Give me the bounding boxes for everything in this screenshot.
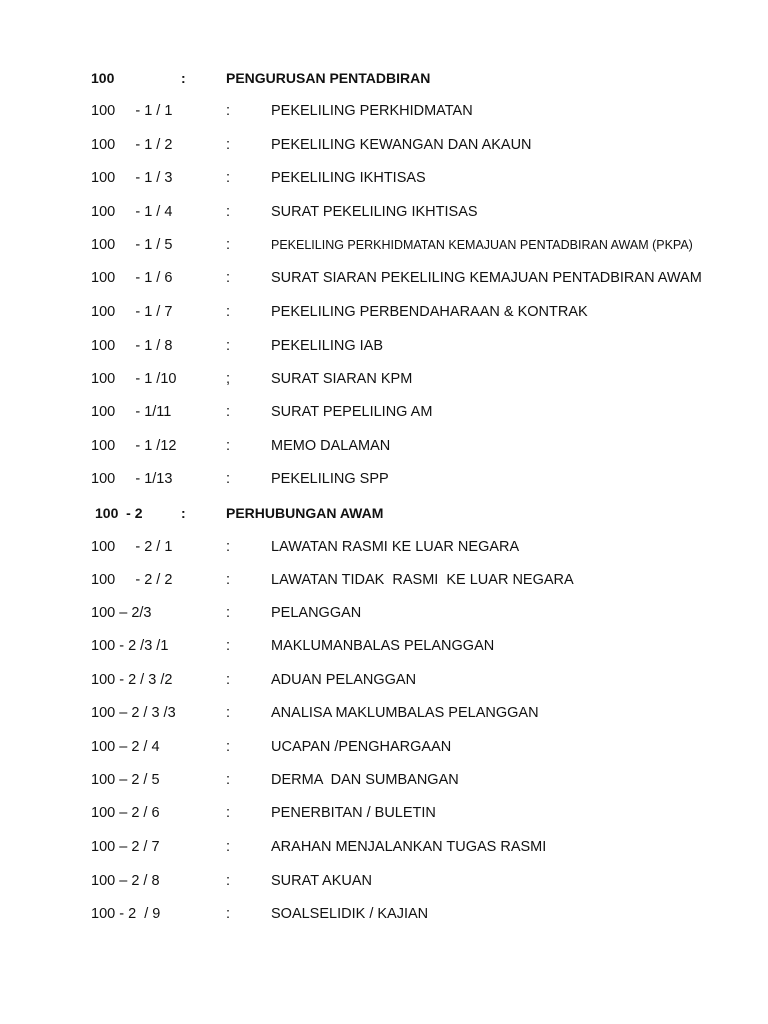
file-title: PELANGGAN bbox=[271, 605, 362, 621]
file-code: 100 – 2 / 4 bbox=[91, 739, 160, 755]
separator: : bbox=[226, 404, 231, 420]
separator: : bbox=[226, 739, 231, 755]
section-title: PENGURUSAN PENTADBIRAN bbox=[226, 70, 431, 86]
separator: : bbox=[226, 103, 231, 119]
file-code: 100 - 1 /12 bbox=[91, 438, 177, 454]
file-title: SURAT SIARAN KPM bbox=[271, 371, 413, 387]
file-title: SURAT PEPELILING AM bbox=[271, 404, 433, 420]
list-item bbox=[0, 837, 768, 857]
list-item bbox=[0, 770, 768, 790]
list-item bbox=[0, 670, 768, 690]
file-title: ADUAN PELANGGAN bbox=[271, 672, 417, 688]
file-title: SURAT PEKELILING IKHTISAS bbox=[271, 204, 478, 220]
list-item bbox=[0, 537, 768, 557]
file-code: 100 - 1 / 5 bbox=[91, 237, 173, 253]
separator: : bbox=[181, 505, 186, 521]
list-item bbox=[0, 135, 768, 155]
list-item bbox=[0, 636, 768, 656]
list-item bbox=[0, 302, 768, 322]
separator: : bbox=[226, 338, 231, 354]
list-item bbox=[0, 737, 768, 757]
separator: : bbox=[226, 805, 231, 821]
separator: : bbox=[226, 873, 231, 889]
file-code: 100 – 2 / 3 /3 bbox=[91, 705, 176, 721]
file-title: PEKELILING IKHTISAS bbox=[271, 170, 426, 186]
list-item bbox=[0, 101, 768, 121]
separator: : bbox=[226, 438, 231, 454]
file-title: SURAT AKUAN bbox=[271, 873, 372, 889]
list-item bbox=[0, 904, 768, 924]
file-code: 100 - 2 / 3 /2 bbox=[91, 672, 173, 688]
list-item bbox=[0, 803, 768, 823]
list-item bbox=[0, 871, 768, 891]
separator: : bbox=[226, 772, 231, 788]
file-code: 100 - 1 / 2 bbox=[91, 137, 173, 153]
list-item bbox=[0, 235, 768, 255]
file-code: 100 – 2 / 8 bbox=[91, 873, 160, 889]
file-title: PEKELILING SPP bbox=[271, 471, 389, 487]
file-title: PEKELILING IAB bbox=[271, 338, 384, 354]
file-code: 100 – 2 / 5 bbox=[91, 772, 160, 788]
separator: : bbox=[226, 304, 231, 320]
file-title: SOALSELIDIK / KAJIAN bbox=[271, 906, 429, 922]
section-code: 100 - 2 bbox=[95, 505, 143, 521]
list-item bbox=[0, 402, 768, 422]
list-item bbox=[0, 436, 768, 456]
separator: : bbox=[226, 539, 231, 555]
separator: : bbox=[226, 204, 231, 220]
separator: ; bbox=[226, 371, 231, 387]
file-title: UCAPAN /PENGHARGAAN bbox=[271, 739, 452, 755]
file-code: 100 - 1/11 bbox=[91, 404, 172, 420]
file-code: 100 - 2 / 9 bbox=[91, 906, 161, 922]
section-heading bbox=[0, 68, 768, 88]
file-title: DERMA DAN SUMBANGAN bbox=[271, 772, 459, 788]
file-code: 100 - 1/13 bbox=[91, 471, 173, 487]
list-item bbox=[0, 268, 768, 288]
list-item bbox=[0, 469, 768, 489]
file-code: 100 - 1 / 6 bbox=[91, 270, 173, 286]
separator: : bbox=[226, 839, 231, 855]
file-title: ARAHAN MENJALANKAN TUGAS RASMI bbox=[271, 839, 547, 855]
separator: : bbox=[226, 137, 231, 153]
separator: : bbox=[226, 672, 231, 688]
file-title: PENERBITAN / BULETIN bbox=[271, 805, 436, 821]
file-title: SURAT SIARAN PEKELILING KEMAJUAN PENTADBIRAN AWAM bbox=[271, 270, 702, 286]
section-code: 100 bbox=[91, 70, 115, 86]
file-title: MEMO DALAMAN bbox=[271, 438, 391, 454]
file-title: PEKELILING PERKHIDMATAN bbox=[271, 103, 473, 119]
separator: : bbox=[226, 471, 231, 487]
separator: : bbox=[181, 70, 186, 86]
file-code: 100 – 2/3 bbox=[91, 605, 152, 621]
list-item bbox=[0, 570, 768, 590]
separator: : bbox=[226, 237, 231, 253]
file-code: 100 - 2 / 2 bbox=[91, 572, 173, 588]
file-title: ANALISA MAKLUMBALAS PELANGGAN bbox=[271, 705, 539, 721]
separator: : bbox=[226, 906, 231, 922]
section-heading bbox=[0, 503, 768, 523]
list-item bbox=[0, 369, 768, 389]
separator: : bbox=[226, 270, 231, 286]
file-code: 100 - 1 / 4 bbox=[91, 204, 173, 220]
file-code: 100 - 1 / 1 bbox=[91, 103, 173, 119]
file-title: PEKELILING KEWANGAN DAN AKAUN bbox=[271, 137, 532, 153]
section-title: PERHUBUNGAN AWAM bbox=[226, 505, 384, 521]
separator: : bbox=[226, 638, 231, 654]
list-item bbox=[0, 336, 768, 356]
file-title: MAKLUMANBALAS PELANGGAN bbox=[271, 638, 495, 654]
file-code: 100 - 1 / 7 bbox=[91, 304, 173, 320]
file-code: 100 – 2 / 6 bbox=[91, 805, 160, 821]
file-code: 100 - 2 /3 /1 bbox=[91, 638, 169, 654]
file-title: LAWATAN TIDAK RASMI KE LUAR NEGARA bbox=[271, 572, 574, 588]
file-title: LAWATAN RASMI KE LUAR NEGARA bbox=[271, 539, 520, 555]
separator: : bbox=[226, 572, 231, 588]
list-item bbox=[0, 168, 768, 188]
file-code: 100 – 2 / 7 bbox=[91, 839, 160, 855]
file-title: PEKELILING PERKHIDMATAN KEMAJUAN PENTADBIRAN AWAM (PKPA) bbox=[271, 238, 693, 252]
separator: : bbox=[226, 705, 231, 721]
separator: : bbox=[226, 170, 231, 186]
file-title: PEKELILING PERBENDAHARAAN & KONTRAK bbox=[271, 304, 588, 320]
file-code: 100 - 1 / 8 bbox=[91, 338, 173, 354]
list-item bbox=[0, 703, 768, 723]
file-code: 100 - 2 / 1 bbox=[91, 539, 173, 555]
file-code: 100 - 1 /10 bbox=[91, 371, 177, 387]
list-item bbox=[0, 202, 768, 222]
file-code: 100 - 1 / 3 bbox=[91, 170, 173, 186]
list-item bbox=[0, 603, 768, 623]
separator: : bbox=[226, 605, 231, 621]
